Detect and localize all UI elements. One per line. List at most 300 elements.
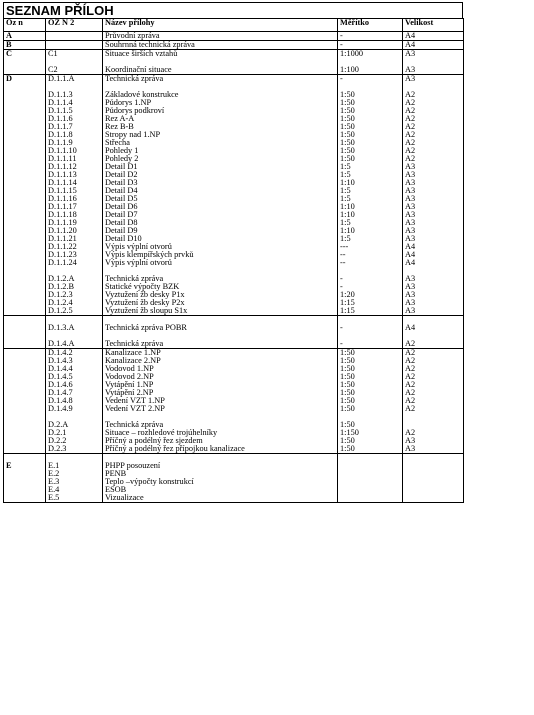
- attachment-code: D.1.1.7: [46, 123, 103, 131]
- section-code: [4, 437, 46, 445]
- table-row: [4, 389, 464, 397]
- attachment-name: Pohledy 2: [103, 155, 338, 163]
- attachment-name: Detail D7: [103, 211, 338, 219]
- section-code: [4, 139, 46, 147]
- attachment-size: A3: [403, 283, 464, 291]
- attachment-name: [103, 413, 338, 421]
- attachment-scale: 1:50: [338, 123, 403, 131]
- table-row: [4, 421, 464, 429]
- attachment-code: D.1.4.7: [46, 389, 103, 397]
- table-row: [4, 462, 464, 470]
- attachment-size: A3: [403, 291, 464, 299]
- attachment-scale: -: [338, 324, 403, 332]
- attachment-code: [46, 83, 103, 91]
- attachment-code: D.1.1.13: [46, 171, 103, 179]
- attachment-name: Průvodní zpráva: [103, 32, 338, 41]
- attachment-code: D.2.3: [46, 445, 103, 454]
- section-code: [4, 494, 46, 503]
- attachment-name: Půdorys podkroví: [103, 107, 338, 115]
- attachment-scale: [338, 454, 403, 463]
- attachment-name: Detail D1: [103, 163, 338, 171]
- attachment-code: [46, 316, 103, 325]
- attachment-code: [46, 32, 103, 41]
- table-row: [4, 437, 464, 445]
- table-row: [4, 58, 464, 66]
- table-row: [4, 251, 464, 259]
- attachment-code: D.1.1.15: [46, 187, 103, 195]
- attachment-name: Detail D4: [103, 187, 338, 195]
- attachment-size: [403, 58, 464, 66]
- attachment-code: D.1.1.19: [46, 219, 103, 227]
- attachment-size: A3: [403, 75, 464, 84]
- attachment-scale: [338, 494, 403, 503]
- section-code: [4, 131, 46, 139]
- section-code: [4, 211, 46, 219]
- attachment-size: [403, 478, 464, 486]
- table-row: [4, 107, 464, 115]
- attachment-scale: 1:5: [338, 171, 403, 179]
- attachment-scale: [338, 413, 403, 421]
- attachment-name: [103, 83, 338, 91]
- attachment-scale: 1:10: [338, 227, 403, 235]
- attachment-name: Půdorys 1.NP: [103, 99, 338, 107]
- attachment-scale: [338, 478, 403, 486]
- attachment-size: A4: [403, 251, 464, 259]
- attachment-scale: 1:5: [338, 195, 403, 203]
- table-row: [4, 494, 464, 503]
- attachment-scale: [338, 83, 403, 91]
- attachment-name: Technická zpráva: [103, 275, 338, 283]
- section-code: E: [4, 462, 46, 470]
- attachment-scale: 1:10: [338, 203, 403, 211]
- section-code: [4, 227, 46, 235]
- table-row: [4, 41, 464, 50]
- attachment-name: Stropy nad 1.NP: [103, 131, 338, 139]
- page-title: SEZNAM PŘÍLOH: [3, 2, 463, 18]
- attachment-name: Vyztužení žb sloupu S1x: [103, 307, 338, 316]
- attachment-name: Detail D6: [103, 203, 338, 211]
- attachment-size: [403, 83, 464, 91]
- attachment-name: Situace širších vztahů: [103, 50, 338, 59]
- attachment-size: [403, 316, 464, 325]
- table-row: [4, 123, 464, 131]
- attachment-code: [46, 267, 103, 275]
- attachment-code: D.2.1: [46, 429, 103, 437]
- table-row: [4, 50, 464, 59]
- table-row: [4, 147, 464, 155]
- attachment-code: D.1.3.A: [46, 324, 103, 332]
- attachment-size: A3: [403, 437, 464, 445]
- attachment-name: Detail D3: [103, 179, 338, 187]
- table-row: [4, 405, 464, 413]
- section-code: [4, 267, 46, 275]
- attachment-code: D.1.1.11: [46, 155, 103, 163]
- attachment-scale: -: [338, 283, 403, 291]
- attachment-name: Technická zpráva: [103, 421, 338, 429]
- attachment-name: Vedení VZT 1.NP: [103, 397, 338, 405]
- attachment-name: Příčný a podélný řez sjezdem: [103, 437, 338, 445]
- attachment-size: A2: [403, 131, 464, 139]
- attachment-name: Výpis výplní otvorů: [103, 243, 338, 251]
- section-code: [4, 357, 46, 365]
- table-row: [4, 83, 464, 91]
- section-code: [4, 163, 46, 171]
- table-row: [4, 66, 464, 75]
- attachment-name: Vyztužení žb desky P1x: [103, 291, 338, 299]
- section-code: [4, 316, 46, 325]
- section-code: [4, 454, 46, 463]
- attachment-name: [103, 332, 338, 340]
- section-code: [4, 251, 46, 259]
- table-row: [4, 259, 464, 267]
- table-row: [4, 32, 464, 41]
- attachment-scale: 1:50: [338, 107, 403, 115]
- attachment-size: A3: [403, 66, 464, 75]
- attachment-size: A3: [403, 203, 464, 211]
- attachment-code: D.1.1.20: [46, 227, 103, 235]
- table-row: [4, 171, 464, 179]
- table-row: [4, 155, 464, 163]
- attachment-size: [403, 486, 464, 494]
- attachment-size: A3: [403, 445, 464, 454]
- table-row: [4, 349, 464, 358]
- attachment-name: Technická zpráva: [103, 340, 338, 349]
- attachment-scale: 1:10: [338, 211, 403, 219]
- attachment-scale: [338, 470, 403, 478]
- section-code: [4, 332, 46, 340]
- section-code: [4, 486, 46, 494]
- attachment-name: Situace – rozhledové trojúhelníky: [103, 429, 338, 437]
- table-row: [4, 275, 464, 283]
- table-row: [4, 219, 464, 227]
- attachment-name: Řez B-B: [103, 123, 338, 131]
- attachment-code: D.1.1.3: [46, 91, 103, 99]
- section-code: [4, 478, 46, 486]
- attachment-code: E.2: [46, 470, 103, 478]
- attachment-name: Technická zpráva: [103, 75, 338, 84]
- attachment-code: D.1.1.12: [46, 163, 103, 171]
- attachment-code: D.1.2.5: [46, 307, 103, 316]
- attachment-scale: 1:1000: [338, 50, 403, 59]
- attachment-name: Kanalizace 2.NP: [103, 357, 338, 365]
- attachment-scale: 1:50: [338, 373, 403, 381]
- section-code: [4, 243, 46, 251]
- attachment-name: PENB: [103, 470, 338, 478]
- attachment-size: A4: [403, 243, 464, 251]
- attachment-scale: 1:10: [338, 179, 403, 187]
- table-row: [4, 131, 464, 139]
- table-row: [4, 445, 464, 454]
- attachment-size: A3: [403, 171, 464, 179]
- attachment-name: Vedení VZT 2.NP: [103, 405, 338, 413]
- attachment-size: [403, 267, 464, 275]
- attachment-size: A2: [403, 147, 464, 155]
- attachment-size: A2: [403, 123, 464, 131]
- table-row: [4, 478, 464, 486]
- attachment-code: D.1.1.16: [46, 195, 103, 203]
- attachment-name: [103, 316, 338, 325]
- attachment-name: [103, 267, 338, 275]
- attachment-scale: [338, 267, 403, 275]
- section-code: [4, 405, 46, 413]
- attachment-scale: 1:5: [338, 187, 403, 195]
- attachment-size: A3: [403, 211, 464, 219]
- section-code: [4, 66, 46, 75]
- section-code: [4, 373, 46, 381]
- header-scale: Měřítko: [338, 19, 403, 32]
- attachment-code: [46, 41, 103, 50]
- table-row: [4, 267, 464, 275]
- attachment-code: D.1.4.5: [46, 373, 103, 381]
- table-row: [4, 397, 464, 405]
- attachment-size: A2: [403, 365, 464, 373]
- attachment-name: Kanalizace 1.NP: [103, 349, 338, 358]
- attachment-size: A2: [403, 139, 464, 147]
- table-row: [4, 179, 464, 187]
- section-code: [4, 299, 46, 307]
- attachment-code: E.1: [46, 462, 103, 470]
- table-row: [4, 470, 464, 478]
- attachment-code: D.1.1.4: [46, 99, 103, 107]
- section-code: [4, 219, 46, 227]
- table-row: [4, 235, 464, 243]
- section-code: [4, 389, 46, 397]
- attachment-size: A2: [403, 91, 464, 99]
- attachment-size: A4: [403, 259, 464, 267]
- attachment-code: [46, 332, 103, 340]
- attachment-size: [403, 413, 464, 421]
- attachment-name: Výpis výplní otvorů: [103, 259, 338, 267]
- attachment-name: [103, 454, 338, 463]
- attachment-size: [403, 494, 464, 503]
- attachment-code: C2: [46, 66, 103, 75]
- table-row: [4, 307, 464, 316]
- section-code: C: [4, 50, 46, 59]
- section-code: [4, 445, 46, 454]
- attachment-scale: 1:50: [338, 349, 403, 358]
- attachment-size: A3: [403, 187, 464, 195]
- section-code: [4, 429, 46, 437]
- header-oz-n2: OZ N 2: [46, 19, 103, 32]
- section-code: D: [4, 75, 46, 84]
- attachment-scale: 1:50: [338, 147, 403, 155]
- table-row: [4, 139, 464, 147]
- attachment-name: PHPP posouzení: [103, 462, 338, 470]
- attachment-code: E.5: [46, 494, 103, 503]
- attachment-name: Výpis klempířských prvků: [103, 251, 338, 259]
- section-code: [4, 235, 46, 243]
- attachment-code: D.1.4.A: [46, 340, 103, 349]
- table-row: [4, 340, 464, 349]
- attachment-code: [46, 58, 103, 66]
- attachment-scale: 1:5: [338, 219, 403, 227]
- section-code: [4, 413, 46, 421]
- attachment-scale: [338, 332, 403, 340]
- section-code: [4, 99, 46, 107]
- attachment-code: E.4: [46, 486, 103, 494]
- table-row: [4, 486, 464, 494]
- table-row: [4, 203, 464, 211]
- attachment-scale: [338, 486, 403, 494]
- attachment-scale: 1:15: [338, 307, 403, 316]
- attachment-size: A2: [403, 340, 464, 349]
- attachment-scale: 1:50: [338, 397, 403, 405]
- attachment-size: A4: [403, 32, 464, 41]
- section-code: [4, 291, 46, 299]
- table-row: [4, 115, 464, 123]
- section-code: [4, 307, 46, 316]
- header-oz-n: Oz n: [4, 19, 46, 32]
- attachment-code: D.1.2.A: [46, 275, 103, 283]
- attachment-size: A4: [403, 324, 464, 332]
- attachment-name: Detail D8: [103, 219, 338, 227]
- table-row: [4, 324, 464, 332]
- attachment-name: Technická zpráva POBŘ: [103, 324, 338, 332]
- section-code: [4, 107, 46, 115]
- attachment-code: D.1.2.4: [46, 299, 103, 307]
- table-row: [4, 227, 464, 235]
- attachment-name: Detail D10: [103, 235, 338, 243]
- header-name: Název přílohy: [103, 19, 338, 32]
- attachment-size: A3: [403, 275, 464, 283]
- attachment-scale: 1:50: [338, 99, 403, 107]
- attachment-size: A3: [403, 227, 464, 235]
- section-code: [4, 275, 46, 283]
- attachment-scale: 1:20: [338, 291, 403, 299]
- attachment-name: Koordinační situace: [103, 66, 338, 75]
- attachment-size: A3: [403, 235, 464, 243]
- table-row: [4, 429, 464, 437]
- attachment-code: D.1.1.6: [46, 115, 103, 123]
- attachment-size: A3: [403, 195, 464, 203]
- attachment-code: D.1.4.4: [46, 365, 103, 373]
- attachment-code: [46, 413, 103, 421]
- section-code: [4, 259, 46, 267]
- attachment-scale: 1:50: [338, 389, 403, 397]
- table-row: [4, 99, 464, 107]
- section-code: [4, 83, 46, 91]
- attachment-code: D.1.4.2: [46, 349, 103, 358]
- table-row: [4, 91, 464, 99]
- attachment-size: [403, 462, 464, 470]
- attachment-size: A2: [403, 373, 464, 381]
- attachment-name: Řez A-A: [103, 115, 338, 123]
- attachment-code: D.1.1.17: [46, 203, 103, 211]
- header-size: Velikost: [403, 19, 464, 32]
- attachment-scale: 1:50: [338, 437, 403, 445]
- table-row: [4, 187, 464, 195]
- section-code: [4, 470, 46, 478]
- attachment-code: [46, 454, 103, 463]
- attachment-name: Vodovod 1.NP: [103, 365, 338, 373]
- attachment-code: D.1.1.18: [46, 211, 103, 219]
- attachment-size: A2: [403, 107, 464, 115]
- table-row: [4, 413, 464, 421]
- attachment-size: A3: [403, 50, 464, 59]
- section-code: A: [4, 32, 46, 41]
- section-code: [4, 91, 46, 99]
- attachment-size: A2: [403, 405, 464, 413]
- attachment-name: Teplo –výpočty konstrukcí: [103, 478, 338, 486]
- table-row: [4, 381, 464, 389]
- attachment-scale: -: [338, 75, 403, 84]
- attachment-name: Detail D5: [103, 195, 338, 203]
- section-code: [4, 171, 46, 179]
- section-code: [4, 340, 46, 349]
- attachment-size: A2: [403, 381, 464, 389]
- table-row: [4, 163, 464, 171]
- table-row: [4, 373, 464, 381]
- attachment-name: Vyztužení žb desky P2x: [103, 299, 338, 307]
- table-row: [4, 357, 464, 365]
- table-row: [4, 283, 464, 291]
- attachment-scale: 1:5: [338, 235, 403, 243]
- attachment-name: [103, 58, 338, 66]
- attachment-name: Detail D9: [103, 227, 338, 235]
- section-code: [4, 147, 46, 155]
- attachment-name: Pohledy 1: [103, 147, 338, 155]
- attachment-scale: 1:50: [338, 357, 403, 365]
- attachment-scale: 1:50: [338, 405, 403, 413]
- attachment-table: [3, 18, 464, 503]
- attachment-size: A2: [403, 389, 464, 397]
- section-code: [4, 203, 46, 211]
- attachment-size: [403, 470, 464, 478]
- attachment-scale: ---: [338, 243, 403, 251]
- attachment-code: D.1.1.8: [46, 131, 103, 139]
- attachment-name: Příčný a podélný řez přípojkou kanalizace: [103, 445, 338, 454]
- attachment-scale: [338, 316, 403, 325]
- attachment-size: A3: [403, 179, 464, 187]
- table-row: [4, 291, 464, 299]
- attachment-code: D.1.1.24: [46, 259, 103, 267]
- attachment-size: A2: [403, 155, 464, 163]
- table-body: [4, 32, 464, 503]
- attachment-code: D.1.1.5: [46, 107, 103, 115]
- table-row: [4, 195, 464, 203]
- attachment-name: Základové konstrukce: [103, 91, 338, 99]
- section-code: [4, 187, 46, 195]
- table-header-row: [4, 19, 464, 32]
- attachment-scale: -: [338, 340, 403, 349]
- attachment-scale: 1:50: [338, 381, 403, 389]
- attachment-name: Statické výpočty BZK: [103, 283, 338, 291]
- attachment-scale: [338, 462, 403, 470]
- attachment-code: D.2.A: [46, 421, 103, 429]
- section-code: [4, 155, 46, 163]
- attachment-code: D.1.1.22: [46, 243, 103, 251]
- attachment-code: E.3: [46, 478, 103, 486]
- attachment-size: [403, 421, 464, 429]
- attachment-scale: 1:50: [338, 445, 403, 454]
- attachment-scale: 1:15: [338, 299, 403, 307]
- attachment-code: C1: [46, 50, 103, 59]
- attachment-size: A2: [403, 349, 464, 358]
- attachment-name: Střecha: [103, 139, 338, 147]
- attachment-scale: 1:50: [338, 365, 403, 373]
- attachment-scale: -: [338, 32, 403, 41]
- attachment-scale: 1:5: [338, 163, 403, 171]
- attachment-name: EŠOB: [103, 486, 338, 494]
- section-code: [4, 397, 46, 405]
- attachment-name: Souhrnná technická zpráva: [103, 41, 338, 50]
- attachment-size: A2: [403, 429, 464, 437]
- attachment-code: D.1.4.6: [46, 381, 103, 389]
- attachment-code: D.1.1.A: [46, 75, 103, 84]
- attachment-code: D.2.2: [46, 437, 103, 445]
- attachment-name: Vytápění 2.NP: [103, 389, 338, 397]
- attachment-size: A4: [403, 41, 464, 50]
